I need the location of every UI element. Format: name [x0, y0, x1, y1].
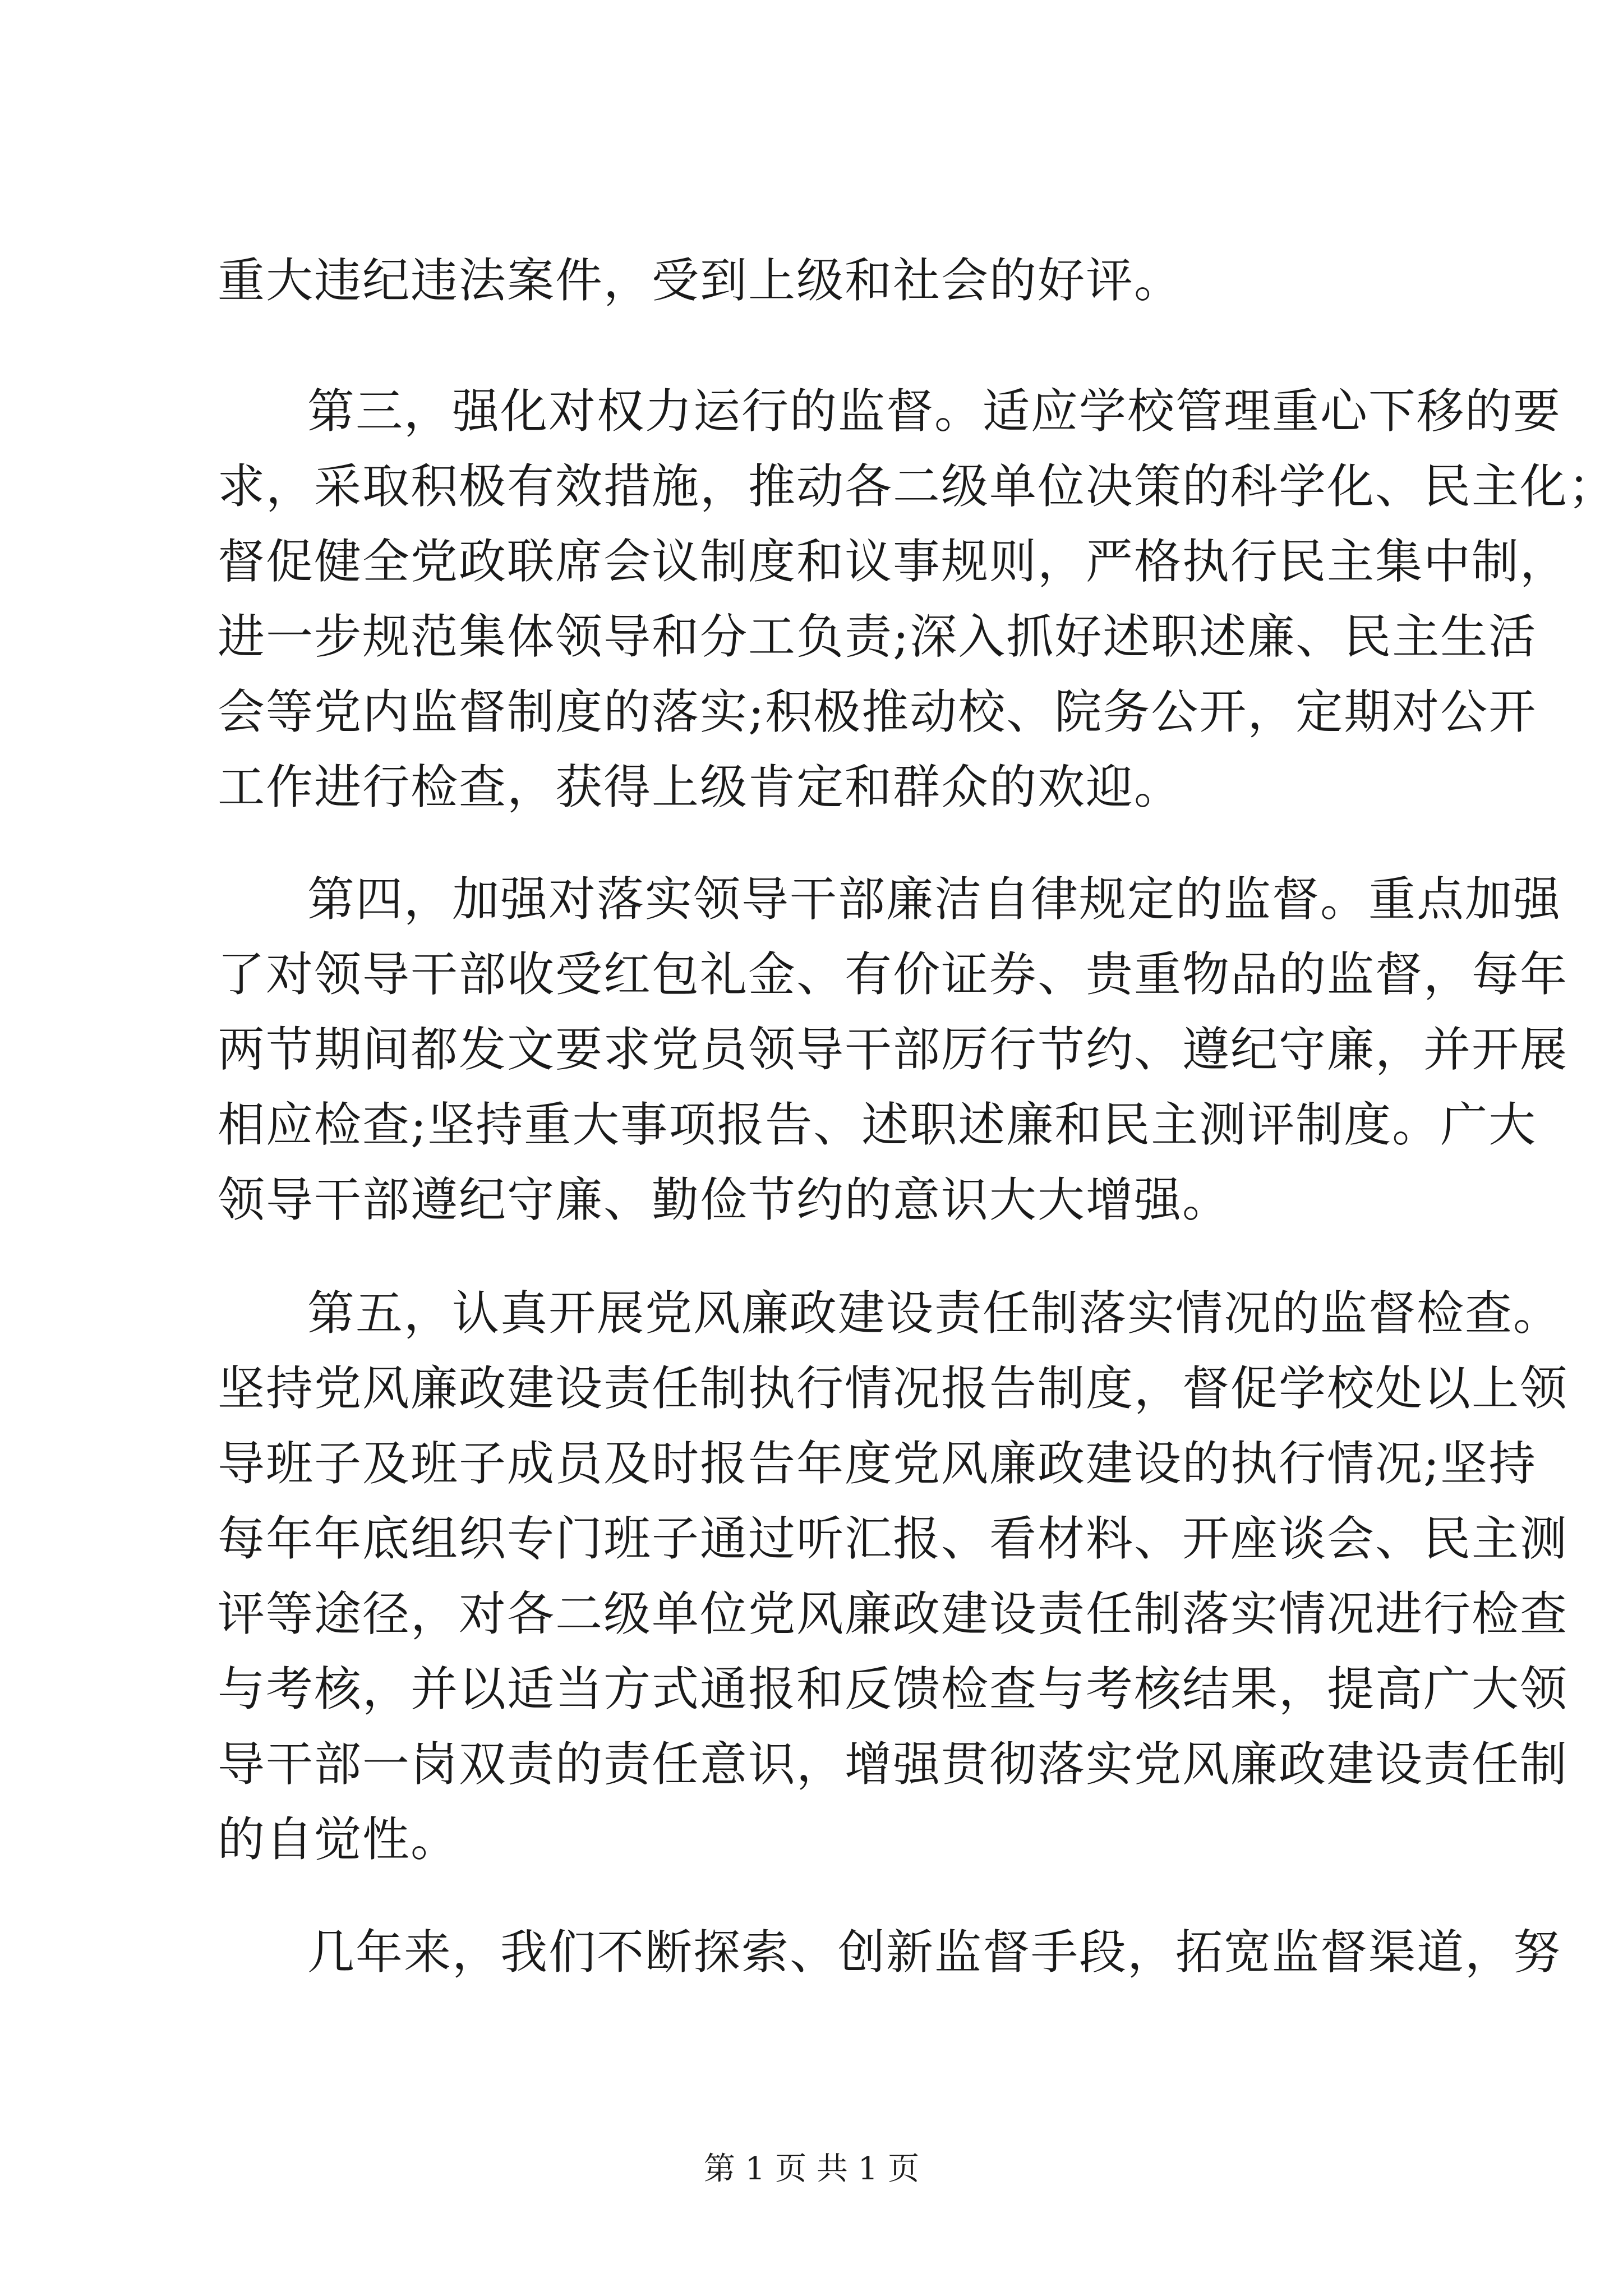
paragraph-line: 工作进行检查，获得上级肯定和群众的欢迎。	[218, 760, 1183, 815]
paragraph-line: 第五，认真开展党风廉政建设责任制落实情况的监督检查。	[307, 1286, 1562, 1341]
paragraph-line: 坚持党风廉政建设责任制执行情况报告制度，督促学校处以上领	[218, 1361, 1569, 1416]
paragraph-line: 与考核，并以适当方式通报和反馈检查与考核结果，提高广大领	[218, 1662, 1569, 1717]
paragraph-line: 重大违纪违法案件，受到上级和社会的好评。	[218, 253, 1183, 308]
paragraph-line: 两节期间都发文要求党员领导干部厉行节约、遵纪守廉，并开展	[218, 1022, 1569, 1077]
page-number-footer: 第 1 页 共 1 页	[703, 2151, 920, 2187]
paragraph-line: 评等途径，对各二级单位党风廉政建设责任制落实情况进行检查	[218, 1586, 1569, 1641]
paragraph-line: 求，采取积极有效措施，推动各二级单位决策的科学化、民主化；	[218, 459, 1617, 514]
paragraph-line: 进一步规范集体领导和分工负责;深入抓好述职述廉、民主生活	[218, 609, 1537, 664]
paragraph-line: 每年年底组织专门班子通过听汇报、看材料、开座谈会、民主测	[218, 1511, 1569, 1566]
paragraph-line: 第四，加强对落实领导干部廉洁自律规定的监督。重点加强	[307, 872, 1562, 927]
paragraph-line: 几年来，我们不断探索、创新监督手段，拓宽监督渠道，努	[307, 1925, 1562, 1980]
paragraph-line: 会等党内监督制度的落实;积极推动校、院务公开，定期对公开	[218, 684, 1537, 739]
paragraph-line: 了对领导干部收受红包礼金、有价证券、贵重物品的监督，每年	[218, 947, 1569, 1002]
paragraph-line: 第三，强化对权力运行的监督。适应学校管理重心下移的要	[307, 384, 1562, 439]
paragraph-line: 督促健全党政联席会议制度和议事规则，严格执行民主集中制，	[218, 534, 1569, 589]
paragraph-line: 领导干部遵纪守廉、勤俭节约的意识大大增强。	[218, 1172, 1231, 1227]
paragraph-line: 的自觉性。	[218, 1812, 459, 1867]
paragraph-line: 导班子及班子成员及时报告年度党风廉政建设的执行情况;坚持	[218, 1436, 1537, 1491]
paragraph-line: 相应检查;坚持重大事项报告、述职述廉和民主测评制度。广大	[218, 1097, 1537, 1152]
paragraph-line: 导干部一岗双责的责任意识，增强贯彻落实党风廉政建设责任制	[218, 1737, 1569, 1792]
